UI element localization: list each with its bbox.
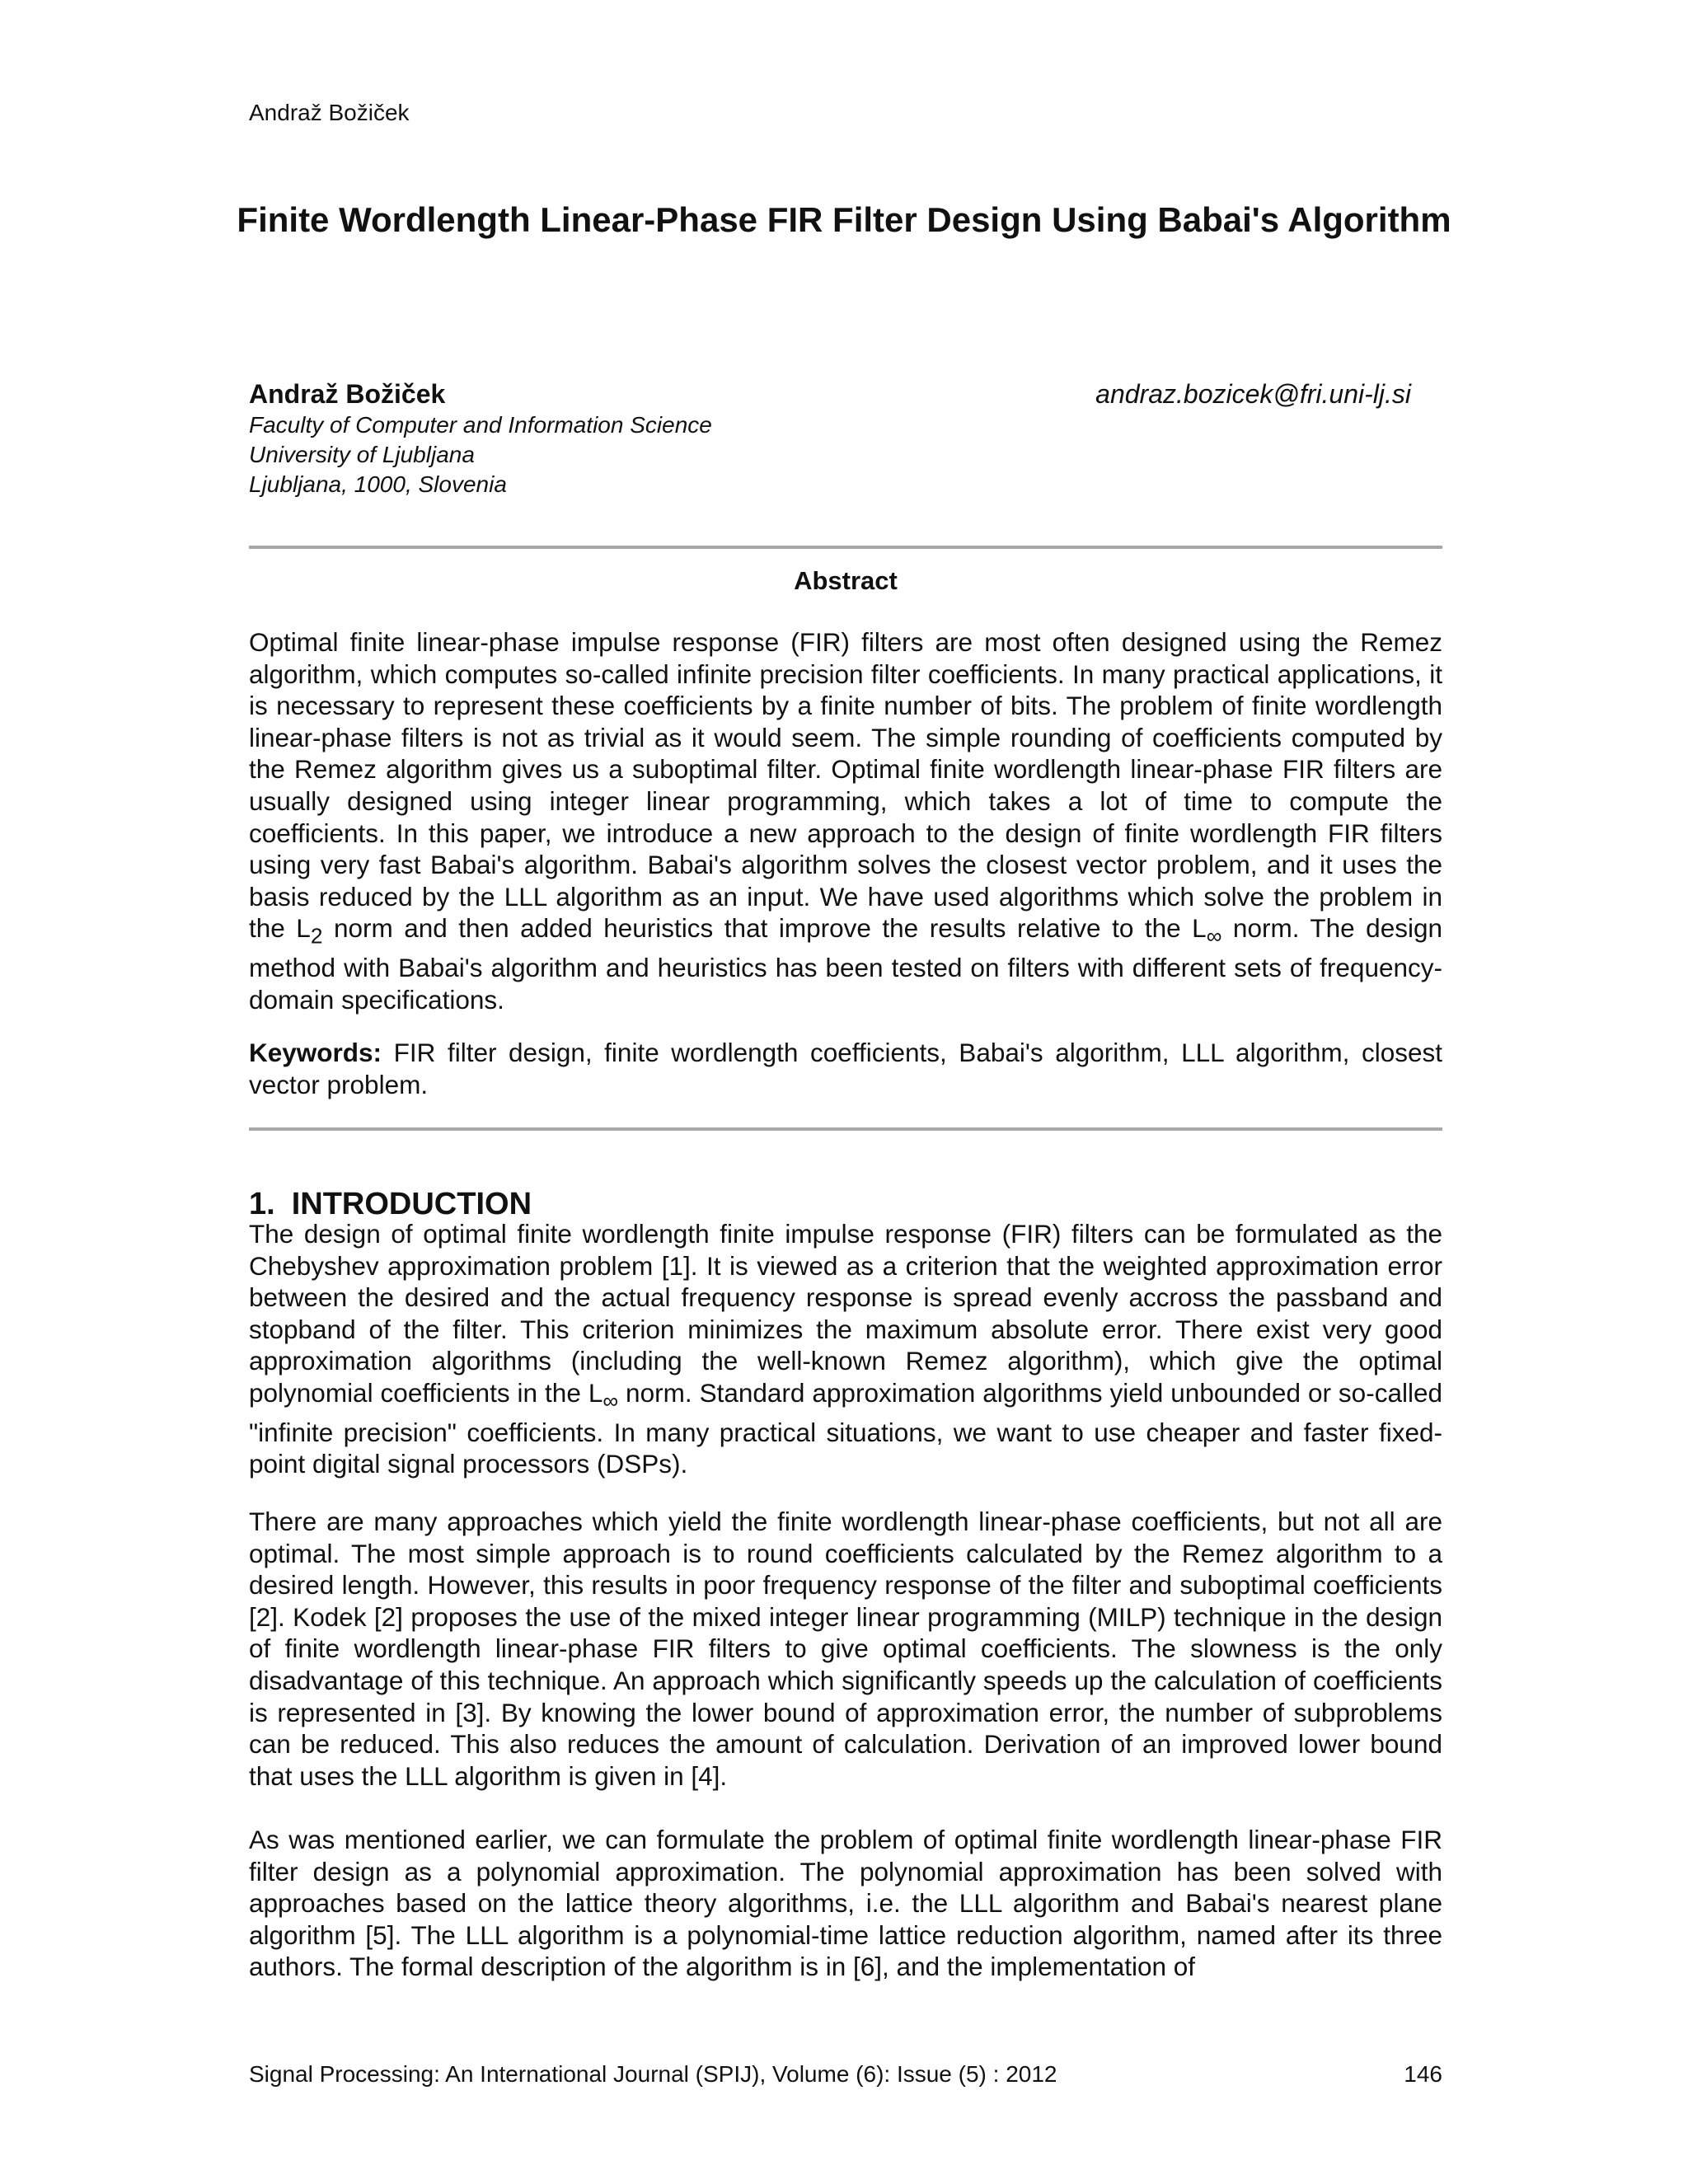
footer-page-number: 146 <box>1404 2061 1442 2087</box>
abstract-bottom-divider <box>249 1127 1442 1131</box>
abstract-text-part2: norm and then added heuristics that improve the results relative to the L <box>322 913 1207 944</box>
abstract-text-part3: norm. The design method with Babai's algorithm and heuristics has been tested on filters with different sets of frequency-domain specifications. <box>249 913 1443 1015</box>
running-header: Andraž Božiček <box>249 100 410 125</box>
intro-paragraph-1 <box>249 1218 1442 1480</box>
intro-p1-part2: norm. Standard approximation algorithms yield unbounded or so-called "infinite precision" coefficients. In many practical situations, we want to use cheaper and faster fixed-point digital signal processors (DSPs). <box>249 1377 1442 1479</box>
footer-journal: Signal Processing: An International Journal (SPIJ), Volume (6): Issue (5) : 2012 <box>249 2061 1057 2087</box>
abstract-top-divider <box>249 546 1442 549</box>
affiliation-location: Ljubljana, 1000, Slovenia <box>249 471 507 497</box>
affiliation-faculty: Faculty of Computer and Information Science <box>249 412 712 438</box>
abstract-text-part1: Optimal finite linear-phase impulse response (FIR) filters are most often designed using the Remez algorithm, which computes so-called infinite precision filter coefficients. In many practical applications, it is necessary to represent these coefficients by a finite number of bits. The problem of finite wordlength linear-phase filters is not as trivial as it would seem. The simple rounding of coefficients computed by the Remez algorithm gives us a suboptimal filter. Optimal finite wordlength linear-phase FIR filters are usually designed using integer linear programming, which takes a lot of time to compute the coefficients. In this paper, we introduce a new approach to the design of finite wordlength FIR filters using very fast Babai's algorithm. Babai's algorithm solves the closest vector problem, and it uses the basis reduced by the LLL algorithm as an input. We have used algorithms which solve the problem in the L <box>249 627 1442 944</box>
author-name: Andraž Božiček <box>249 379 446 409</box>
keywords-text: FIR filter design, finite wordlength coefficients, Babai's algorithm, LLL algorithm, closest vector problem. <box>249 1038 1442 1099</box>
section-title: INTRODUCTION <box>291 1187 532 1221</box>
affiliation-university: University of Ljubljana <box>249 442 475 467</box>
author-block <box>249 377 1452 499</box>
l2-subscript: 2 <box>310 923 323 949</box>
section-number: 1. <box>249 1187 275 1221</box>
keywords-label: Keywords: <box>249 1038 382 1067</box>
linf-subscript: ∞ <box>1206 923 1222 949</box>
intro-p1-part1: The design of optimal finite wordlength finite impulse response (FIR) filters can be formulated as the Chebyshev approximation problem [1]. It is viewed as a criterion that the weighted approximation error between the desired and the actual frequency response is spread evenly accross the passband and stopband of the filter. This criterion minimizes the maximum absolute error. There exist very good approximation algorithms (including the well-known Remez algorithm), which give the optimal polynomial coefficients in the L <box>249 1219 1442 1408</box>
paper-title: Finite Wordlength Linear-Phase FIR Filter Design Using Babai's Algorithm <box>237 200 1451 239</box>
abstract-heading: Abstract <box>794 566 898 595</box>
intro-linf-subscript: ∞ <box>603 1388 619 1413</box>
intro-paragraph-2: There are many approaches which yield the finite wordlength linear-phase coefficients, but not all are optimal. The most simple approach is to round coefficients calculated by the Remez algorithm to a desired length. However, this results in poor frequency response of the filter and suboptimal coefficients [2]. Kodek [2] proposes the use of the mixed integer linear programming (MILP) technique in the design of finite wordlength linear-phase FIR filters to give optimal coefficients. The slowness is the only disadvantage of this technique. An approach which significantly speeds up the calculation of coefficients is represented in [3]. By knowing the lower bound of approximation error, the number of subproblems can be reduced. This also reduces the amount of calculation. Derivation of an improved lower bound that uses the LLL algorithm is given in [4]. <box>249 1507 1442 1791</box>
keywords <box>249 1037 1442 1100</box>
author-email: andraz.bozicek@fri.uni-lj.si <box>1095 379 1411 409</box>
abstract-text <box>249 626 1442 1015</box>
intro-paragraph-3: As was mentioned earlier, we can formulate the problem of optimal finite wordlength linear-phase FIR filter design as a polynomial approximation. The polynomial approximation has been solved with approaches based on the lattice theory algorithms, i.e. the LLL algorithm and Babai's nearest plane algorithm [5]. The LLL algorithm is a polynomial-time lattice reduction algorithm, named after its three authors. The formal description of the algorithm is in [6], and the implementation of <box>249 1825 1442 1982</box>
